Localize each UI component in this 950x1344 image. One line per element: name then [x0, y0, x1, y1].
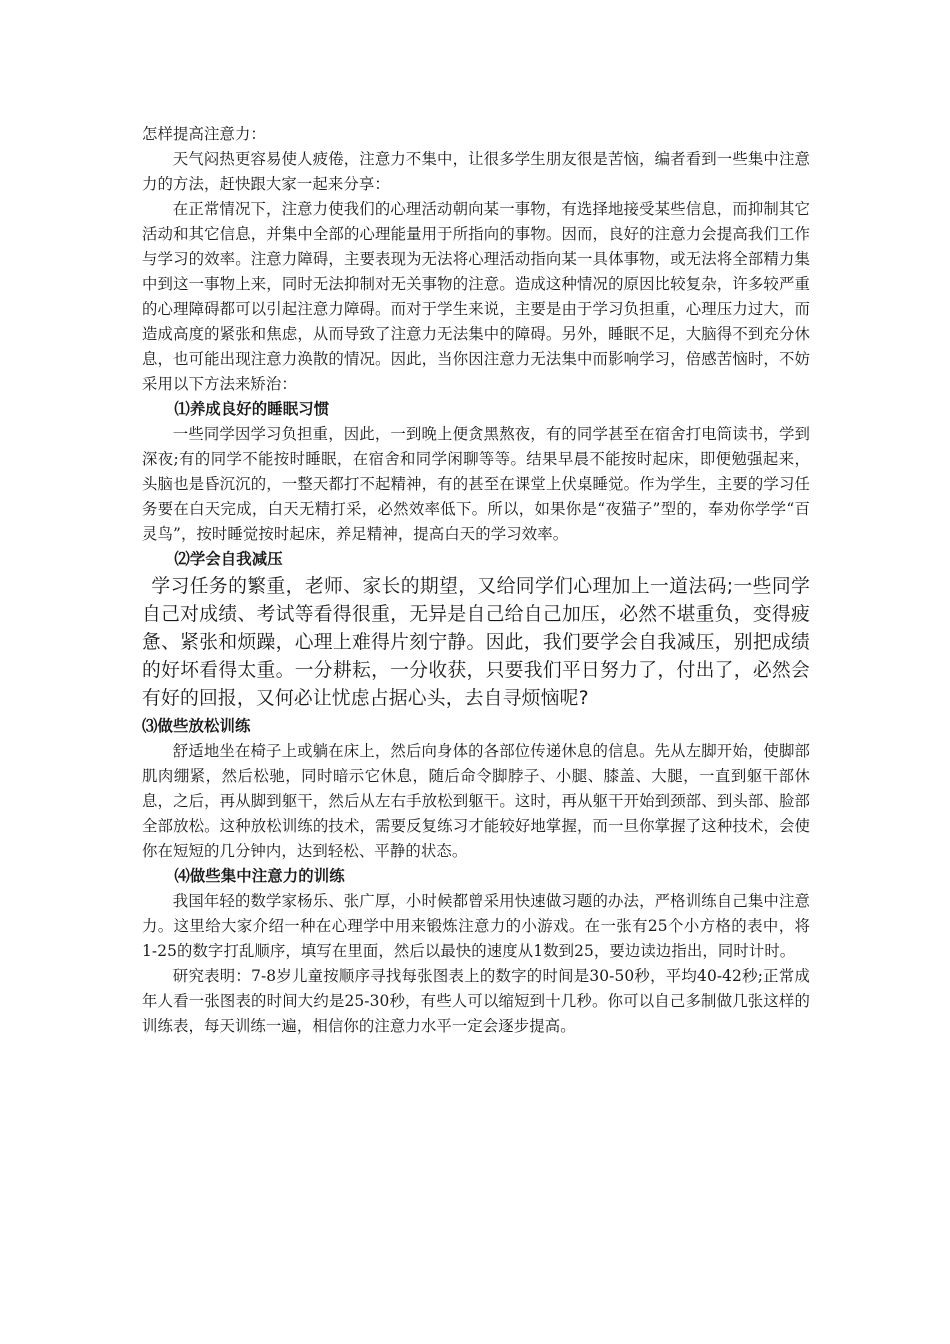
section-body-focus: 我国年轻的数学家杨乐、张广厚，小时候都曾采用快速做习题的办法，严格训练自己集中注意力。这里给大家介绍一种在心理学中用来锻炼注意力的小游戏。在一张有25个小方格的表中，将1-25的数字打乱顺序，填写在里面，然后以最快的速度从1数到25，要边读边指出，同时计时。 — [142, 892, 810, 960]
section-body-stress: 学习任务的繁重，老师、家长的期望，又给同学们心理加上一道法码;一些同学自己对成绩、考试等看得很重，无异是自己给自己加压，必然不堪重负，变得疲惫、紧张和烦躁，心理上难得片刻宁静。因此，我们要学会自我减压，别把成绩的好坏看得太重。一分耕耘，一分收获，只要我们平日努力了，付出了，必然会有好的回报，又何必让忧虑占据心头，去自寻烦恼呢? — [142, 576, 810, 709]
section-body-relax: 舒适地坐在椅子上或躺在床上，然后向身体的各部位传递休息的信息。先从左脚开始，使脚部肌肉绷紧，然后松驰，同时暗示它休息，随后命令脚脖子、小腿、膝盖、大腿，一直到躯干部休息，之后，再从脚到躯干，然后从左右手放松到躯干。这时，再从躯干开始到颈部、到头部、脸部全部放松。这种放松训练的技术，需要反复练习才能较好地掌握，而一旦你掌握了这种技术，会使你在短短的几分钟内，达到轻松、平静的状态。 — [142, 742, 810, 860]
section-heading-relax: ⑶做些放松训练 — [142, 717, 251, 735]
intro-paragraph: 天气闷热更容易使人疲倦，注意力不集中，让很多学生朋友很是苦恼，编者看到一些集中注意力的方法，赶快跟大家一起来分享： — [142, 150, 810, 193]
overview-paragraph: 在正常情况下，注意力使我们的心理活动朝向某一事物，有选择地接受某些信息，而抑制其它活动和其它信息，并集中全部的心理能量用于所指向的事物。因而，良好的注意力会提高我们工作与学习的效率。注意力障碍，主要表现为无法将心理活动指向某一具体事物，或无法将全部精力集中到这一事物上来，同时无法抑制对无关事物的注意。造成这种情况的原因比较复杂，许多较严重的心理障碍都可以引起注意力障碍。而对于学生来说，主要是由于学习负担重，心理压力过大，而造成高度的紧张和焦虑，从而导致了注意力无法集中的障碍。另外，睡眠不足，大脑得不到充分休息，也可能出现注意力涣散的情况。因此，当你因注意力无法集中而影响学习，倍感苦恼时，不妨采用以下方法来矫治： — [142, 200, 810, 393]
section-heading-stress: ⑵学会自我减压 — [174, 550, 283, 568]
section-heading-sleep: ⑴养成良好的睡眠习惯 — [174, 400, 330, 418]
document-page — [142, 122, 810, 1039]
document-title: 怎样提高注意力： — [142, 125, 266, 143]
section-heading-focus: ⑷做些集中注意力的训练 — [174, 867, 345, 885]
section-body-research: 研究表明：7-8岁儿童按顺序寻找每张图表上的数字的时间是30-50秒，平均40-42秒;正常成年人看一张图表的时间大约是25-30秒，有些人可以缩短到十几秒。你可以自己多制做几张这样的训练表，每天训练一遍，相信你的注意力水平一定会逐步提高。 — [142, 967, 810, 1035]
section-body-sleep: 一些同学因学习负担重，因此，一到晚上便贪黑熬夜，有的同学甚至在宿舍打电筒读书，学到深夜;有的同学不能按时睡眠，在宿舍和同学闲聊等等。结果早晨不能按时起床，即便勉强起来，头脑也是昏沉沉的，一整天都打不起精神，有的甚至在课堂上伏桌睡觉。作为学生，主要的学习任务要在白天完成，白天无精打采，必然效率低下。所以，如果你是“夜猫子”型的，奉劝你学学“百灵鸟”，按时睡觉按时起床，养足精神，提高白天的学习效率。 — [142, 425, 810, 543]
